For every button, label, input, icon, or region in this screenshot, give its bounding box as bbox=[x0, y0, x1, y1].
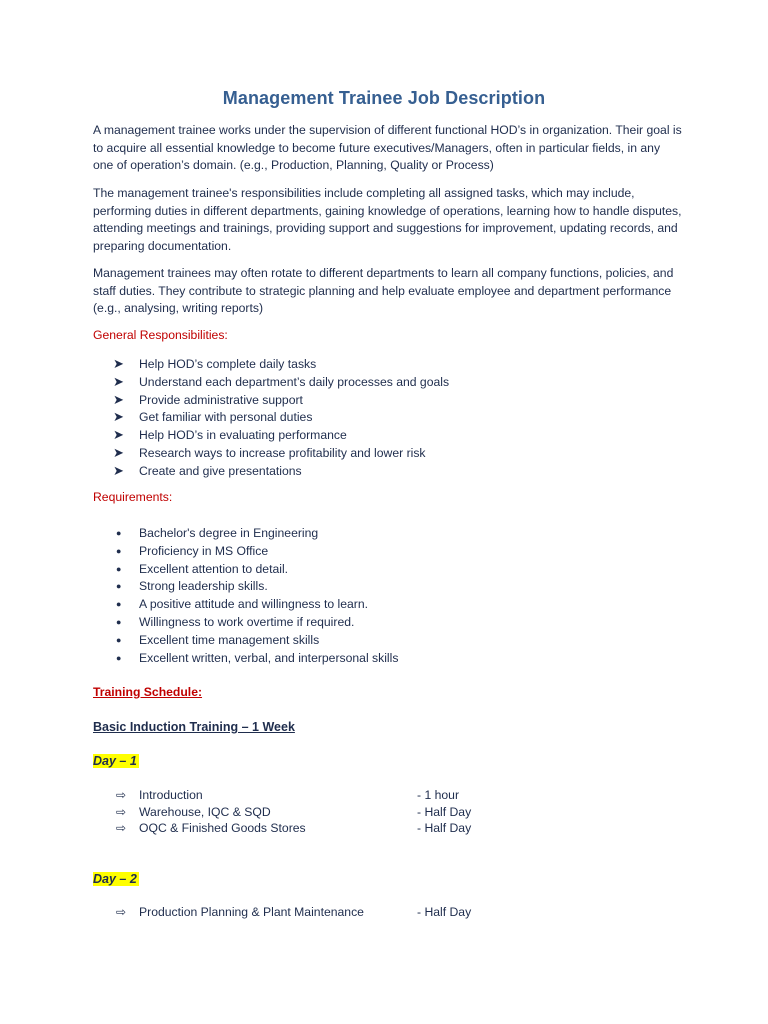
arrowhead-bullet-icon: ➤ bbox=[113, 391, 124, 407]
general-responsibilities-heading: General Responsibilities: bbox=[93, 328, 228, 342]
bullet-dot-icon: ● bbox=[116, 652, 122, 663]
hollow-arrow-icon: ⇨ bbox=[116, 905, 127, 919]
list-item: ● Strong leadership skills. bbox=[113, 578, 398, 596]
list-item: ● Excellent attention to detail. bbox=[113, 561, 398, 579]
list-item: ● Excellent time management skills bbox=[113, 632, 398, 650]
rotation-paragraph: Management trainees may often rotate to different departments to learn all company functions, policies, and staff duties. They contribute to strategic planning and help evaluate employee and department performance (e.g., analysing, writing reports) bbox=[93, 266, 674, 316]
hollow-arrow-icon: ⇨ bbox=[116, 788, 127, 802]
schedule-item: ⇨ Introduction - 1 hour bbox=[116, 788, 460, 802]
list-item: ➤ Get familiar with personal duties bbox=[113, 409, 313, 425]
day-2-schedule bbox=[116, 904, 516, 921]
training-schedule-heading: Training Schedule: bbox=[93, 685, 203, 699]
list-item: ➤ Help HOD’s in evaluating performance bbox=[113, 427, 347, 443]
list-item: ● Excellent written, verbal, and interpersonal skills bbox=[113, 650, 398, 668]
bullet-dot-icon: ● bbox=[116, 545, 122, 556]
bullet-dot-icon: ● bbox=[116, 581, 122, 592]
list-item: ● A positive attitude and willingness to learn. bbox=[113, 596, 398, 614]
list-item: ➤ Understand each department’s daily processes and goals bbox=[113, 373, 450, 389]
requirements-list bbox=[113, 525, 398, 667]
hollow-arrow-icon: ⇨ bbox=[116, 804, 127, 819]
bullet-dot-icon: ● bbox=[116, 528, 122, 538]
arrowhead-bullet-icon: ➤ bbox=[113, 427, 124, 443]
day-1-label: Day – 1 bbox=[93, 754, 137, 768]
list-item: ● Willingness to work overtime if required. bbox=[113, 614, 398, 632]
arrowhead-bullet-icon: ➤ bbox=[113, 409, 124, 425]
list-item: ➤ Research ways to increase profitability and lower risk bbox=[113, 444, 426, 460]
day-1-schedule bbox=[116, 787, 516, 837]
requirements-heading: Requirements: bbox=[93, 490, 173, 504]
bullet-dot-icon: ● bbox=[116, 634, 122, 645]
day-2-label: Day – 2 bbox=[93, 872, 137, 886]
page-title: Management Trainee Job Description bbox=[222, 88, 546, 108]
training-subheading: Basic Induction Training – 1 Week bbox=[93, 720, 295, 734]
list-item: ➤ Help HOD’s complete daily tasks bbox=[113, 356, 317, 371]
responsibilities-list bbox=[113, 355, 449, 480]
list-item: ● Proficiency in MS Office bbox=[113, 543, 398, 561]
list-item: ● Bachelor's degree in Engineering bbox=[113, 525, 398, 543]
arrowhead-bullet-icon: ➤ bbox=[113, 462, 124, 478]
arrowhead-bullet-icon: ➤ bbox=[113, 356, 124, 371]
schedule-item: ⇨ OQC & Finished Goods Stores - Half Day bbox=[116, 821, 472, 835]
schedule-item: ⇨ Production Planning & Plant Maintenance - Half Day bbox=[116, 905, 472, 919]
list-item: ➤ Provide administrative support bbox=[113, 391, 303, 407]
bullet-dot-icon: ● bbox=[116, 563, 122, 574]
schedule-item: ⇨ Warehouse, IQC & SQD - Half Day bbox=[116, 804, 472, 819]
list-item: ➤ Create and give presentations bbox=[113, 462, 302, 478]
hollow-arrow-icon: ⇨ bbox=[116, 821, 127, 835]
intro-paragraph: A management trainee works under the supervision of different functional HOD’s in organization. Their goal is to acquire all essential knowledge to become future executives/Managers, often in particular fields, in any one of operation’s domain. (e.g., Production, Planning, Quality or Process) bbox=[93, 123, 682, 173]
responsibilities-paragraph: The management trainee's responsibilities include completing all assigned tasks, which may include, performing duties in different departments, gaining knowledge of operations, learning how to handle disputes, attending meetings and trainings, providing support and suggestions for improvement, updating records, and preparing documentation. bbox=[93, 186, 682, 253]
arrowhead-bullet-icon: ➤ bbox=[113, 373, 124, 389]
bullet-dot-icon: ● bbox=[116, 616, 122, 627]
bullet-dot-icon: ● bbox=[116, 599, 122, 610]
arrowhead-bullet-icon: ➤ bbox=[113, 444, 124, 460]
